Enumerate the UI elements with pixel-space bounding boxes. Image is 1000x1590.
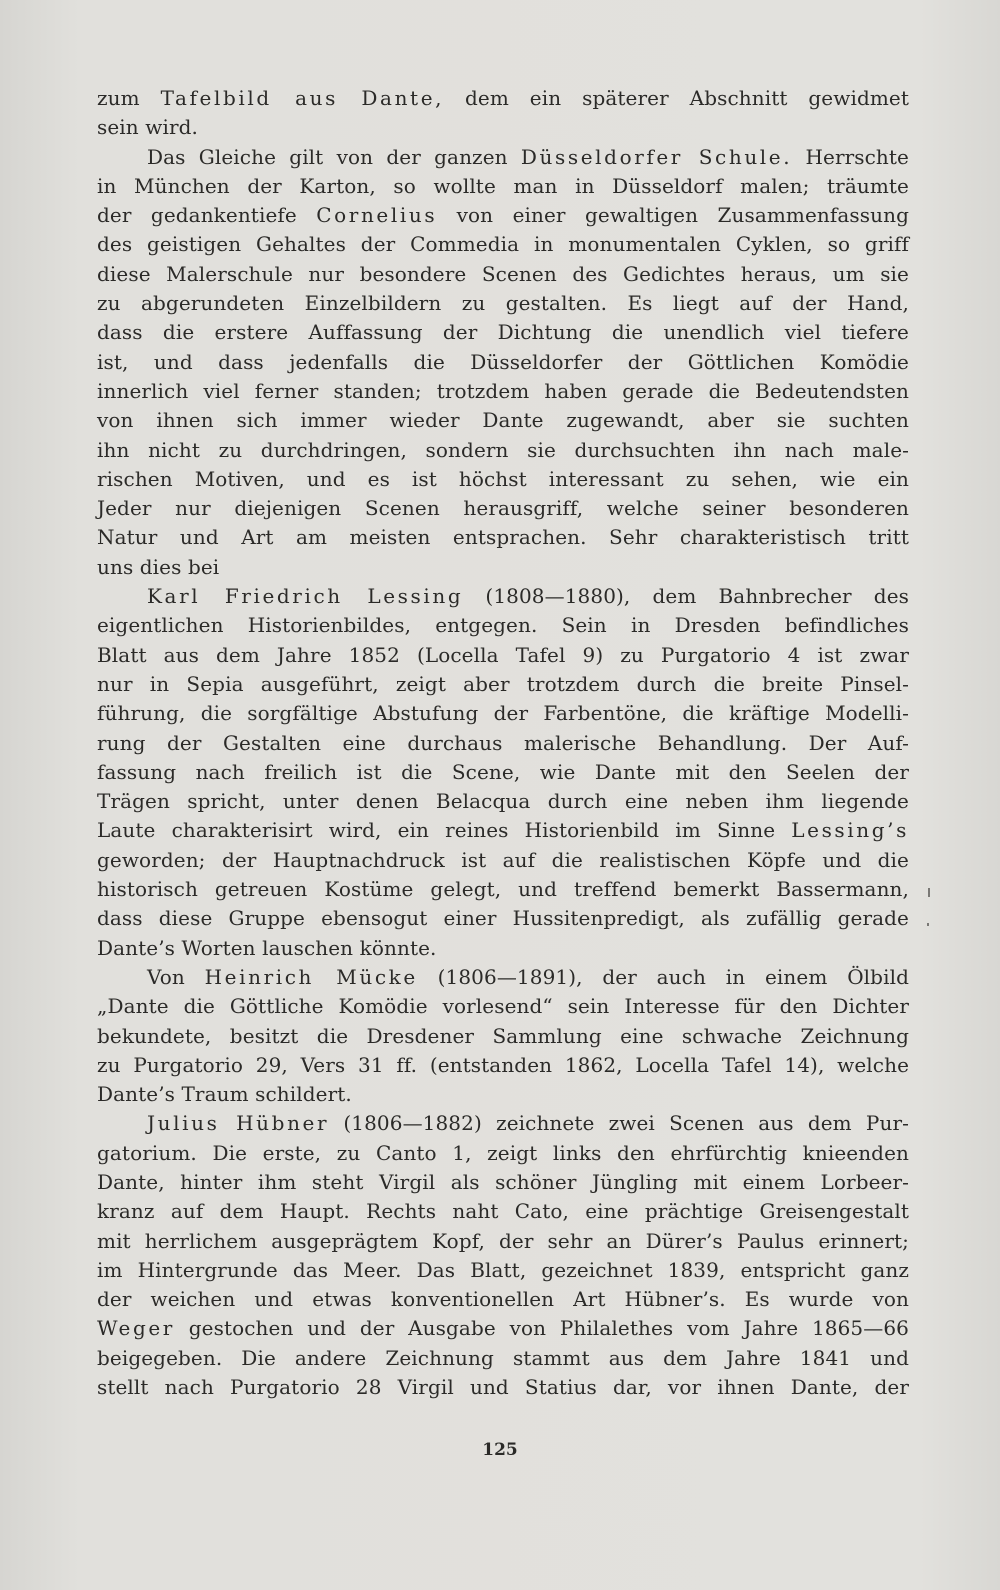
spaced-name: Karl Friedrich Lessing bbox=[147, 584, 464, 609]
text-segment: Dante’s Worten lauschen könnte. bbox=[97, 935, 437, 960]
text-segment: dass die erstere Auffassung der Dichtung die unendlich viel tiefere bbox=[97, 320, 909, 345]
text-line bbox=[97, 1022, 909, 1051]
text-segment: innerlich viel ferner standen; trotzdem haben gerade die Bedeutendsten bbox=[97, 378, 909, 403]
text-segment: gatorium. Die erste, zu Canto 1, zeigt links den ehrfürchtig knieenden bbox=[97, 1140, 909, 1165]
text-line bbox=[97, 553, 909, 582]
text-line bbox=[97, 260, 909, 289]
text-line bbox=[97, 201, 909, 230]
text-line bbox=[97, 406, 909, 435]
text-segment: in München der Karton, so wollte man in Düsseldorf malen; träumte bbox=[97, 173, 909, 198]
text-segment: rung der Gestalten eine durchaus malerische Behandlung. Der Auf- bbox=[97, 730, 909, 755]
text-segment: des geistigen Gehaltes der Commedia in monumentalen Cyklen, so griff bbox=[97, 232, 909, 257]
text-line bbox=[97, 494, 909, 523]
margin-mark bbox=[928, 888, 930, 897]
text-segment: „Dante die Göttliche Komödie vorlesend“ sein Interesse für den Dichter bbox=[97, 994, 909, 1019]
text-segment: Natur und Art am meisten entsprachen. Sehr charakteristisch tritt bbox=[97, 525, 909, 550]
text-segment: führung, die sorgfältige Abstufung der Farbentöne, die kräftige Modelli- bbox=[97, 701, 909, 726]
text-segment: eigentlichen Historienbildes, entgegen. Sein in Dresden befindliches bbox=[97, 613, 909, 638]
spaced-name: Julius Hübner bbox=[147, 1111, 330, 1136]
text-line bbox=[97, 377, 909, 406]
text-segment: (1806—1891), der auch in einem Ölbild bbox=[417, 964, 909, 989]
text-line bbox=[97, 1344, 909, 1373]
text-line bbox=[97, 289, 909, 318]
text-line bbox=[97, 1168, 909, 1197]
text-line bbox=[97, 934, 909, 963]
text-line bbox=[97, 348, 909, 377]
text-line bbox=[97, 1314, 909, 1343]
text-line bbox=[97, 1109, 909, 1138]
text-segment: stellt nach Purgatorio 28 Virgil und Statius dar, vor ihnen Dante, der bbox=[97, 1375, 909, 1400]
text-segment: beigegeben. Die andere Zeichnung stammt aus dem Jahre 1841 und bbox=[97, 1345, 909, 1370]
text-segment: Blatt aus dem Jahre 1852 (Locella Tafel 9) zu Purgatorio 4 ist zwar bbox=[97, 642, 909, 667]
page-number: 125 bbox=[482, 1440, 518, 1460]
text-line bbox=[97, 1373, 909, 1402]
text-line bbox=[97, 465, 909, 494]
text-segment: zum bbox=[97, 86, 161, 110]
text-line bbox=[97, 143, 909, 172]
text-segment: Das Gleiche gilt von der ganzen bbox=[147, 144, 521, 169]
text-segment: mit herrlichem ausgeprägtem Kopf, der sehr an Dürer’s Paulus erinnert; bbox=[97, 1228, 909, 1253]
text-segment: Trägen spricht, unter denen Belacqua durch eine neben ihm liegende bbox=[97, 789, 909, 814]
spaced-name: Lessing’s bbox=[791, 818, 909, 843]
text-segment: nur in Sepia ausgeführt, zeigt aber trotzdem durch die breite Pinsel- bbox=[97, 671, 909, 696]
text-segment: im Hintergrunde das Meer. Das Blatt, gezeichnet 1839, entspricht ganz bbox=[97, 1257, 909, 1282]
text-segment: von ihnen sich immer wieder Dante zugewandt, aber sie suchten bbox=[97, 408, 909, 433]
text-segment: bekundete, besitzt die Dresdener Sammlung eine schwache Zeichnung bbox=[97, 1023, 909, 1048]
text-segment: gestochen und der Ausgabe von Philalethes vom Jahre 1865—66 bbox=[174, 1316, 909, 1341]
spaced-name: Heinrich Mücke bbox=[204, 964, 418, 989]
text-segment: Laute charakterisirt wird, ein reines Historienbild im Sinne bbox=[97, 818, 792, 843]
text-line bbox=[97, 523, 909, 552]
text-line bbox=[97, 436, 909, 465]
text-line bbox=[97, 816, 909, 845]
text-line bbox=[97, 230, 909, 259]
text-line bbox=[97, 1139, 909, 1168]
text-line bbox=[97, 84, 909, 113]
text-segment: (1806—1882) zeichnete zwei Scenen aus dem Pur- bbox=[329, 1111, 909, 1136]
text-segment: von einer gewaltigen Zusammenfassung bbox=[437, 203, 910, 228]
text-segment: Von bbox=[147, 964, 205, 989]
text-line bbox=[97, 904, 909, 933]
text-segment: sein wird. bbox=[97, 115, 198, 140]
text-segment: der weichen und etwas konventionellen Art Hübner’s. Es wurde von bbox=[97, 1287, 909, 1312]
text-line bbox=[97, 318, 909, 347]
text-line bbox=[97, 1080, 909, 1109]
text-segment: diese Malerschule nur besondere Scenen des Gedichtes heraus, um sie bbox=[97, 261, 909, 286]
text-segment: fassung nach freilich ist die Scene, wie Dante mit den Seelen der bbox=[97, 759, 909, 784]
text-segment: geworden; der Hauptnachdruck ist auf die realistischen Köpfe und die bbox=[97, 847, 909, 872]
text-line bbox=[97, 963, 909, 992]
text-segment: dass diese Gruppe ebensogut einer Hussitenpredigt, als zufällig gerade bbox=[97, 906, 909, 931]
spaced-name: Tafelbild aus Dante, bbox=[160, 86, 445, 110]
text-segment: dem ein späterer Abschnitt gewidmet bbox=[444, 86, 909, 110]
text-segment: Dante’s Traum schildert. bbox=[97, 1082, 352, 1107]
text-segment: ist, und dass jedenfalls die Düsseldorfer der Göttlichen Komödie bbox=[97, 349, 909, 374]
text-line bbox=[97, 670, 909, 699]
text-line bbox=[97, 641, 909, 670]
text-segment: Jeder nur diejenigen Scenen herausgriff, welche seiner besonderen bbox=[97, 496, 909, 521]
text-line bbox=[97, 1197, 909, 1226]
text-line bbox=[97, 846, 909, 875]
text-segment: Herrschte bbox=[792, 144, 909, 169]
text-line bbox=[97, 1285, 909, 1314]
text-line bbox=[97, 1227, 909, 1256]
text-segment: der gedankentiefe bbox=[97, 203, 317, 228]
text-line bbox=[97, 1256, 909, 1285]
text-line bbox=[97, 729, 909, 758]
text-line bbox=[97, 113, 909, 142]
text-segment: Dante, hinter ihm steht Virgil als schöner Jüngling mit einem Lorbeer- bbox=[97, 1169, 909, 1194]
text-segment: zu abgerundeten Einzelbildern zu gestalten. Es liegt auf der Hand, bbox=[97, 291, 909, 316]
spaced-name: Weger bbox=[97, 1316, 175, 1341]
text-line bbox=[97, 992, 909, 1021]
text-segment: uns dies bei bbox=[97, 554, 220, 579]
text-segment: historisch getreuen Kostüme gelegt, und treffend bemerkt Bassermann, bbox=[97, 877, 909, 902]
text-segment: (1808—1880), dem Bahnbrecher des bbox=[463, 584, 909, 609]
text-line bbox=[97, 787, 909, 816]
text-segment: ihn nicht zu durchdringen, sondern sie durchsuchten ihn nach male- bbox=[97, 437, 909, 462]
text-segment: rischen Motiven, und es ist höchst interessant zu sehen, wie ein bbox=[97, 466, 909, 491]
margin-mark bbox=[927, 923, 929, 926]
text-line bbox=[97, 172, 909, 201]
text-line bbox=[97, 611, 909, 640]
text-line bbox=[97, 758, 909, 787]
text-segment: kranz auf dem Haupt. Rechts naht Cato, eine prächtige Greisengestalt bbox=[97, 1199, 909, 1224]
body-text bbox=[97, 84, 909, 1402]
text-segment: zu Purgatorio 29, Vers 31 ff. (entstanden 1862, Locella Tafel 14), welche bbox=[97, 1052, 909, 1077]
text-line bbox=[97, 1051, 909, 1080]
text-line bbox=[97, 699, 909, 728]
text-line bbox=[97, 875, 909, 904]
spaced-name: Düsseldorfer Schule. bbox=[520, 144, 793, 169]
text-line bbox=[97, 582, 909, 611]
spaced-name: Cornelius bbox=[316, 203, 438, 228]
